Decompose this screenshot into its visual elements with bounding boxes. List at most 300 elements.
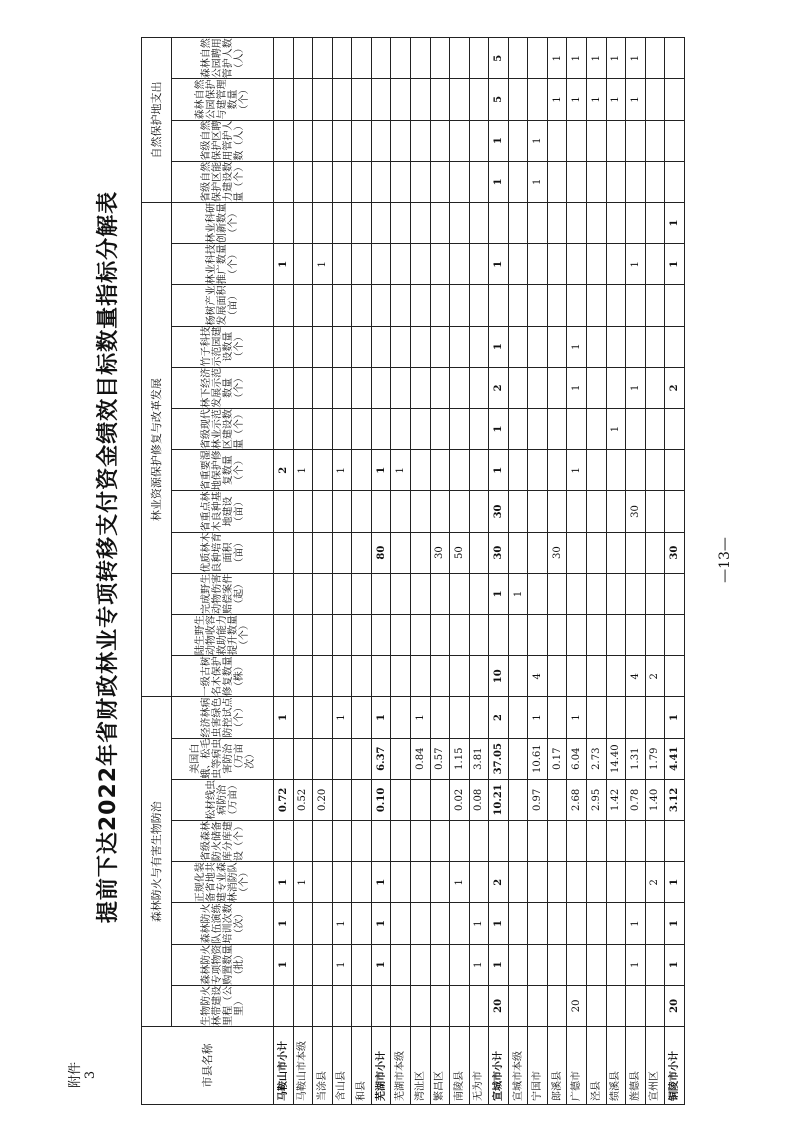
value-cell: [313, 862, 333, 903]
value-cell: [430, 450, 450, 491]
value-cell: [469, 326, 489, 367]
value-cell: 1: [626, 38, 646, 79]
value-cell: [371, 285, 391, 326]
value-cell: 2.73: [587, 738, 607, 779]
value-cell: [567, 820, 587, 861]
value-cell: [508, 944, 528, 985]
value-cell: [332, 738, 352, 779]
value-cell: [645, 326, 665, 367]
value-cell: [665, 573, 685, 614]
table-row: [391, 38, 411, 1105]
value-cell: 10: [489, 656, 509, 697]
value-cell: 1: [489, 161, 509, 202]
value-cell: [332, 202, 352, 243]
page-number-wrap: [710, 520, 740, 600]
value-cell: [547, 614, 567, 655]
value-cell: [391, 944, 411, 985]
value-cell: [274, 532, 294, 573]
table-row: [645, 38, 665, 1105]
value-cell: [293, 408, 313, 449]
value-cell: [313, 450, 333, 491]
value-cell: [391, 408, 411, 449]
table-row: [450, 38, 470, 1105]
value-cell: [352, 285, 372, 326]
value-cell: [606, 161, 626, 202]
value-cell: [606, 656, 626, 697]
value-cell: [410, 656, 430, 697]
value-cell: 1: [567, 367, 587, 408]
value-cell: [665, 120, 685, 161]
value-cell: [332, 491, 352, 532]
value-cell: [450, 79, 470, 120]
header-column: 竹子科技示范园建设数量（个）: [172, 326, 274, 367]
value-cell: [567, 656, 587, 697]
value-cell: [626, 161, 646, 202]
value-cell: [352, 79, 372, 120]
value-cell: [450, 903, 470, 944]
value-cell: [391, 985, 411, 1026]
value-cell: [352, 697, 372, 738]
value-cell: [645, 573, 665, 614]
region-name: 和县: [352, 1027, 372, 1105]
value-cell: [430, 285, 450, 326]
value-cell: 10.61: [528, 738, 548, 779]
value-cell: [410, 820, 430, 861]
value-cell: [293, 79, 313, 120]
value-cell: [352, 244, 372, 285]
header-column: 陆生野生动物收容救助能力提升数量（个）: [172, 614, 274, 655]
value-cell: [410, 285, 430, 326]
region-name: 含山县: [332, 1027, 352, 1105]
value-cell: [508, 491, 528, 532]
value-cell: [391, 161, 411, 202]
value-cell: [547, 244, 567, 285]
value-cell: 1: [489, 120, 509, 161]
value-cell: [626, 532, 646, 573]
header-column: 经济林病虫害绿色防控试点（个）: [172, 697, 274, 738]
header-column: 林业科技推广数量（个）: [172, 244, 274, 285]
value-cell: 1: [587, 38, 607, 79]
value-cell: [410, 79, 430, 120]
value-cell: [450, 491, 470, 532]
value-cell: [547, 779, 567, 820]
value-cell: [391, 202, 411, 243]
value-cell: [410, 408, 430, 449]
value-cell: [293, 202, 313, 243]
value-cell: [391, 79, 411, 120]
value-cell: [547, 120, 567, 161]
value-cell: [391, 656, 411, 697]
value-cell: [391, 862, 411, 903]
value-cell: [528, 491, 548, 532]
value-cell: [352, 573, 372, 614]
value-cell: 1: [567, 697, 587, 738]
value-cell: [587, 161, 607, 202]
value-cell: [410, 326, 430, 367]
value-cell: [606, 820, 626, 861]
value-cell: [508, 244, 528, 285]
value-cell: [567, 120, 587, 161]
value-cell: [645, 408, 665, 449]
value-cell: [352, 944, 372, 985]
value-cell: [508, 862, 528, 903]
value-cell: [274, 985, 294, 1026]
value-cell: [547, 326, 567, 367]
value-cell: 1: [567, 450, 587, 491]
document-title-wrap: [84, 12, 134, 1102]
value-cell: [274, 326, 294, 367]
value-cell: [606, 491, 626, 532]
value-cell: [391, 738, 411, 779]
value-cell: [469, 985, 489, 1026]
value-cell: 1: [528, 120, 548, 161]
table-row: [430, 38, 450, 1105]
value-cell: [450, 38, 470, 79]
header-column: 杨树产业发展面积（亩）: [172, 285, 274, 326]
header-group: 森林防火与有害生物防治: [142, 697, 172, 1027]
value-cell: [450, 326, 470, 367]
value-cell: [645, 985, 665, 1026]
value-cell: [371, 326, 391, 367]
value-cell: 1: [274, 697, 294, 738]
value-cell: [352, 820, 372, 861]
value-cell: [626, 573, 646, 614]
region-name: 芜湖市本级: [391, 1027, 411, 1105]
value-cell: [450, 202, 470, 243]
value-cell: [665, 79, 685, 120]
region-name: 绩溪县: [606, 1027, 626, 1105]
value-cell: 1.31: [626, 738, 646, 779]
value-cell: [587, 120, 607, 161]
value-cell: [332, 326, 352, 367]
value-cell: [645, 491, 665, 532]
value-cell: [469, 450, 489, 491]
value-cell: [469, 573, 489, 614]
value-cell: [313, 820, 333, 861]
value-cell: [528, 202, 548, 243]
value-cell: [430, 367, 450, 408]
value-cell: [293, 738, 313, 779]
value-cell: [293, 38, 313, 79]
value-cell: [332, 161, 352, 202]
value-cell: [450, 944, 470, 985]
region-name: 铜陵市小计: [665, 1027, 685, 1105]
value-cell: [469, 244, 489, 285]
value-cell: 2: [489, 697, 509, 738]
value-cell: 0.20: [313, 779, 333, 820]
region-name: 繁昌区: [430, 1027, 450, 1105]
value-cell: 1: [547, 79, 567, 120]
value-cell: [665, 408, 685, 449]
value-cell: 30: [665, 532, 685, 573]
value-cell: [391, 573, 411, 614]
region-name: 旌德县: [626, 1027, 646, 1105]
value-cell: [567, 903, 587, 944]
value-cell: [274, 408, 294, 449]
value-cell: [508, 738, 528, 779]
value-cell: [352, 408, 372, 449]
value-cell: [313, 656, 333, 697]
value-cell: [430, 573, 450, 614]
value-cell: [313, 697, 333, 738]
value-cell: [508, 779, 528, 820]
value-cell: [469, 491, 489, 532]
value-cell: 1: [489, 408, 509, 449]
value-cell: [391, 326, 411, 367]
value-cell: [587, 985, 607, 1026]
value-cell: [469, 820, 489, 861]
value-cell: [332, 367, 352, 408]
value-cell: [391, 614, 411, 655]
value-cell: [371, 491, 391, 532]
header-column: 省重点林木良种基地建设（亩）: [172, 491, 274, 532]
subtotal-row: [489, 38, 509, 1105]
value-cell: [410, 491, 430, 532]
value-cell: [332, 985, 352, 1026]
value-cell: [332, 779, 352, 820]
region-name: 宣城市本级: [508, 1027, 528, 1105]
value-cell: 1: [371, 903, 391, 944]
value-cell: [430, 862, 450, 903]
value-cell: [293, 903, 313, 944]
value-cell: [626, 450, 646, 491]
value-cell: [391, 820, 411, 861]
value-cell: [274, 38, 294, 79]
value-cell: [293, 614, 313, 655]
value-cell: [567, 614, 587, 655]
value-cell: [626, 697, 646, 738]
header-column: 完成野生动物伤害赔偿案件（起）: [172, 573, 274, 614]
value-cell: [508, 38, 528, 79]
value-cell: [606, 903, 626, 944]
value-cell: 1: [469, 903, 489, 944]
value-cell: [587, 573, 607, 614]
value-cell: [410, 120, 430, 161]
value-cell: 30: [489, 491, 509, 532]
value-cell: [528, 326, 548, 367]
region-name: 宣州区: [645, 1027, 665, 1105]
value-cell: [626, 202, 646, 243]
value-cell: [645, 120, 665, 161]
value-cell: [450, 656, 470, 697]
value-cell: [567, 161, 587, 202]
value-cell: [332, 656, 352, 697]
value-cell: [606, 697, 626, 738]
value-cell: 1: [606, 79, 626, 120]
value-cell: [410, 779, 430, 820]
value-cell: [293, 326, 313, 367]
table-row: [313, 38, 333, 1105]
region-name: 湾沚区: [410, 1027, 430, 1105]
value-cell: [391, 779, 411, 820]
value-cell: [371, 38, 391, 79]
value-cell: [489, 202, 509, 243]
value-cell: [274, 656, 294, 697]
value-cell: [665, 285, 685, 326]
value-cell: [352, 491, 372, 532]
header-column: 省级自然保护区能力建设数量（个）: [172, 161, 274, 202]
value-cell: [665, 450, 685, 491]
value-cell: [352, 903, 372, 944]
value-cell: 0.17: [547, 738, 567, 779]
value-cell: [391, 120, 411, 161]
value-cell: 1: [371, 450, 391, 491]
value-cell: [626, 285, 646, 326]
value-cell: [430, 985, 450, 1026]
value-cell: 1: [665, 244, 685, 285]
value-cell: [450, 573, 470, 614]
value-cell: [371, 120, 391, 161]
value-cell: [391, 903, 411, 944]
value-cell: [274, 738, 294, 779]
value-cell: [352, 532, 372, 573]
value-cell: [430, 326, 450, 367]
value-cell: [645, 820, 665, 861]
header-column: 正规化装备省地共建专业森林消防队（个）: [172, 862, 274, 903]
value-cell: 1: [313, 244, 333, 285]
value-cell: [313, 985, 333, 1026]
header-column: 美国白蛾、松毛虫等病虫害防治（万亩次）: [172, 738, 274, 779]
value-cell: [352, 38, 372, 79]
value-cell: [587, 614, 607, 655]
value-cell: [567, 285, 587, 326]
value-cell: [645, 614, 665, 655]
value-cell: [332, 408, 352, 449]
subtotal-row: [274, 38, 294, 1105]
value-cell: [313, 326, 333, 367]
region-name: 芜湖市小计: [371, 1027, 391, 1105]
value-cell: [293, 285, 313, 326]
value-cell: [469, 862, 489, 903]
table-row: [469, 38, 489, 1105]
header-column: 林下经济发展示范数量（个）: [172, 367, 274, 408]
value-cell: 1: [626, 903, 646, 944]
value-cell: [665, 491, 685, 532]
value-cell: 4.41: [665, 738, 685, 779]
value-cell: [528, 903, 548, 944]
value-cell: [587, 697, 607, 738]
value-cell: [430, 944, 450, 985]
value-cell: [450, 244, 470, 285]
value-cell: [508, 408, 528, 449]
value-cell: [547, 450, 567, 491]
value-cell: [430, 491, 450, 532]
value-cell: [508, 614, 528, 655]
value-cell: [391, 491, 411, 532]
value-cell: [469, 161, 489, 202]
value-cell: [430, 820, 450, 861]
value-cell: 2: [665, 367, 685, 408]
value-cell: [332, 573, 352, 614]
value-cell: 1: [567, 79, 587, 120]
value-cell: [626, 862, 646, 903]
value-cell: [391, 367, 411, 408]
value-cell: 1: [547, 38, 567, 79]
region-name: 当涂县: [313, 1027, 333, 1105]
value-cell: 1: [489, 326, 509, 367]
value-cell: [626, 408, 646, 449]
header-column: 优质林木良种培育面积（亩）: [172, 532, 274, 573]
value-cell: [410, 944, 430, 985]
value-cell: [371, 367, 391, 408]
value-cell: [313, 614, 333, 655]
value-cell: [430, 120, 450, 161]
value-cell: 2.95: [587, 779, 607, 820]
value-cell: [274, 820, 294, 861]
value-cell: [410, 450, 430, 491]
value-cell: [567, 944, 587, 985]
region-name: 宁国市: [528, 1027, 548, 1105]
table-row: [352, 38, 372, 1105]
value-cell: [410, 202, 430, 243]
value-cell: [606, 573, 626, 614]
value-cell: 1: [665, 697, 685, 738]
value-cell: [587, 820, 607, 861]
table-row: [587, 38, 607, 1105]
value-cell: 80: [371, 532, 391, 573]
header-column: 省级森林防火储备库分库建设（个）: [172, 820, 274, 861]
value-cell: [352, 326, 372, 367]
header-column: 省重要湿地保护修复数量（个）: [172, 450, 274, 491]
value-cell: [547, 285, 567, 326]
value-cell: [567, 573, 587, 614]
value-cell: [528, 985, 548, 1026]
table-row: [293, 38, 313, 1105]
value-cell: [606, 244, 626, 285]
value-cell: [587, 450, 607, 491]
value-cell: [587, 202, 607, 243]
value-cell: [371, 985, 391, 1026]
value-cell: [352, 985, 372, 1026]
value-cell: [606, 120, 626, 161]
value-cell: [313, 738, 333, 779]
value-cell: [528, 285, 548, 326]
value-cell: 1: [665, 903, 685, 944]
value-cell: 0.78: [626, 779, 646, 820]
value-cell: 0.10: [371, 779, 391, 820]
value-cell: [391, 532, 411, 573]
value-cell: 3.12: [665, 779, 685, 820]
value-cell: [606, 326, 626, 367]
header-column: 省级自然保护区聘用管护人数（人）: [172, 120, 274, 161]
value-cell: 1.40: [645, 779, 665, 820]
value-cell: [528, 38, 548, 79]
value-cell: [626, 326, 646, 367]
value-cell: 30: [626, 491, 646, 532]
value-cell: 1: [293, 862, 313, 903]
value-cell: [274, 161, 294, 202]
value-cell: 20: [567, 985, 587, 1026]
value-cell: [489, 820, 509, 861]
value-cell: [469, 285, 489, 326]
value-cell: [430, 161, 450, 202]
value-cell: [606, 614, 626, 655]
value-cell: 1: [567, 326, 587, 367]
value-cell: [469, 367, 489, 408]
value-cell: [313, 161, 333, 202]
value-cell: [645, 285, 665, 326]
value-cell: 1: [450, 862, 470, 903]
value-cell: 1: [489, 450, 509, 491]
value-cell: [587, 491, 607, 532]
value-cell: 5: [489, 38, 509, 79]
value-cell: 0.02: [450, 779, 470, 820]
value-cell: [547, 491, 567, 532]
value-cell: [313, 285, 333, 326]
value-cell: [606, 532, 626, 573]
value-cell: [371, 408, 391, 449]
value-cell: [313, 202, 333, 243]
